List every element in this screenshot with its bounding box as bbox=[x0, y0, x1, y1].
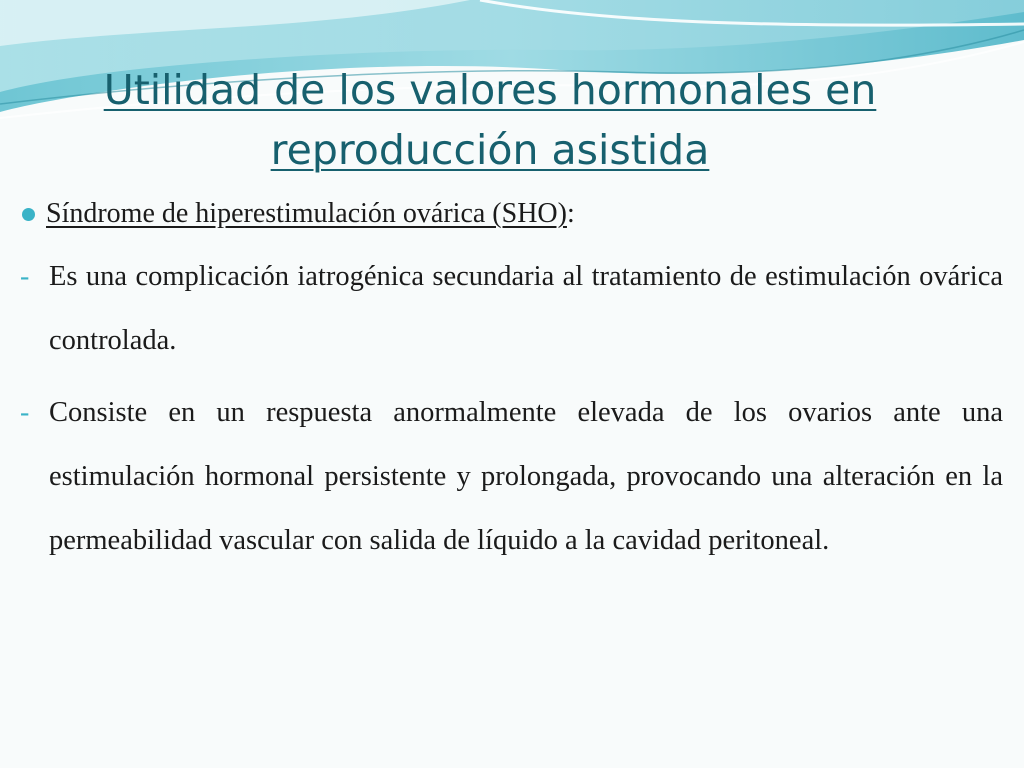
bullet-text bbox=[46, 198, 575, 230]
dash-marker: - bbox=[20, 397, 30, 428]
slide-title: Utilidad de los valores hormonales en reproducción asistida bbox=[103, 66, 877, 174]
paragraph-complication: Es una complicación iatrogénica secundaria al tratamiento de estimulación ovárica controlada. bbox=[49, 261, 1003, 356]
bullet-label: Síndrome de hiperestimulación ovárica (SHO) bbox=[46, 198, 567, 229]
bullet-item bbox=[22, 192, 575, 236]
dash-marker: - bbox=[20, 261, 30, 292]
bullet-suffix: : bbox=[566, 198, 575, 229]
bullet-dot-icon bbox=[22, 208, 35, 221]
paragraph-definition: Consiste en un respuesta anormalmente elevada de los ovarios ante una estimulación hormonal persistente y prolongada, provocando una alteración en la permeabilidad vascular con salida de líquido a la cavidad peritoneal. bbox=[49, 397, 1003, 556]
